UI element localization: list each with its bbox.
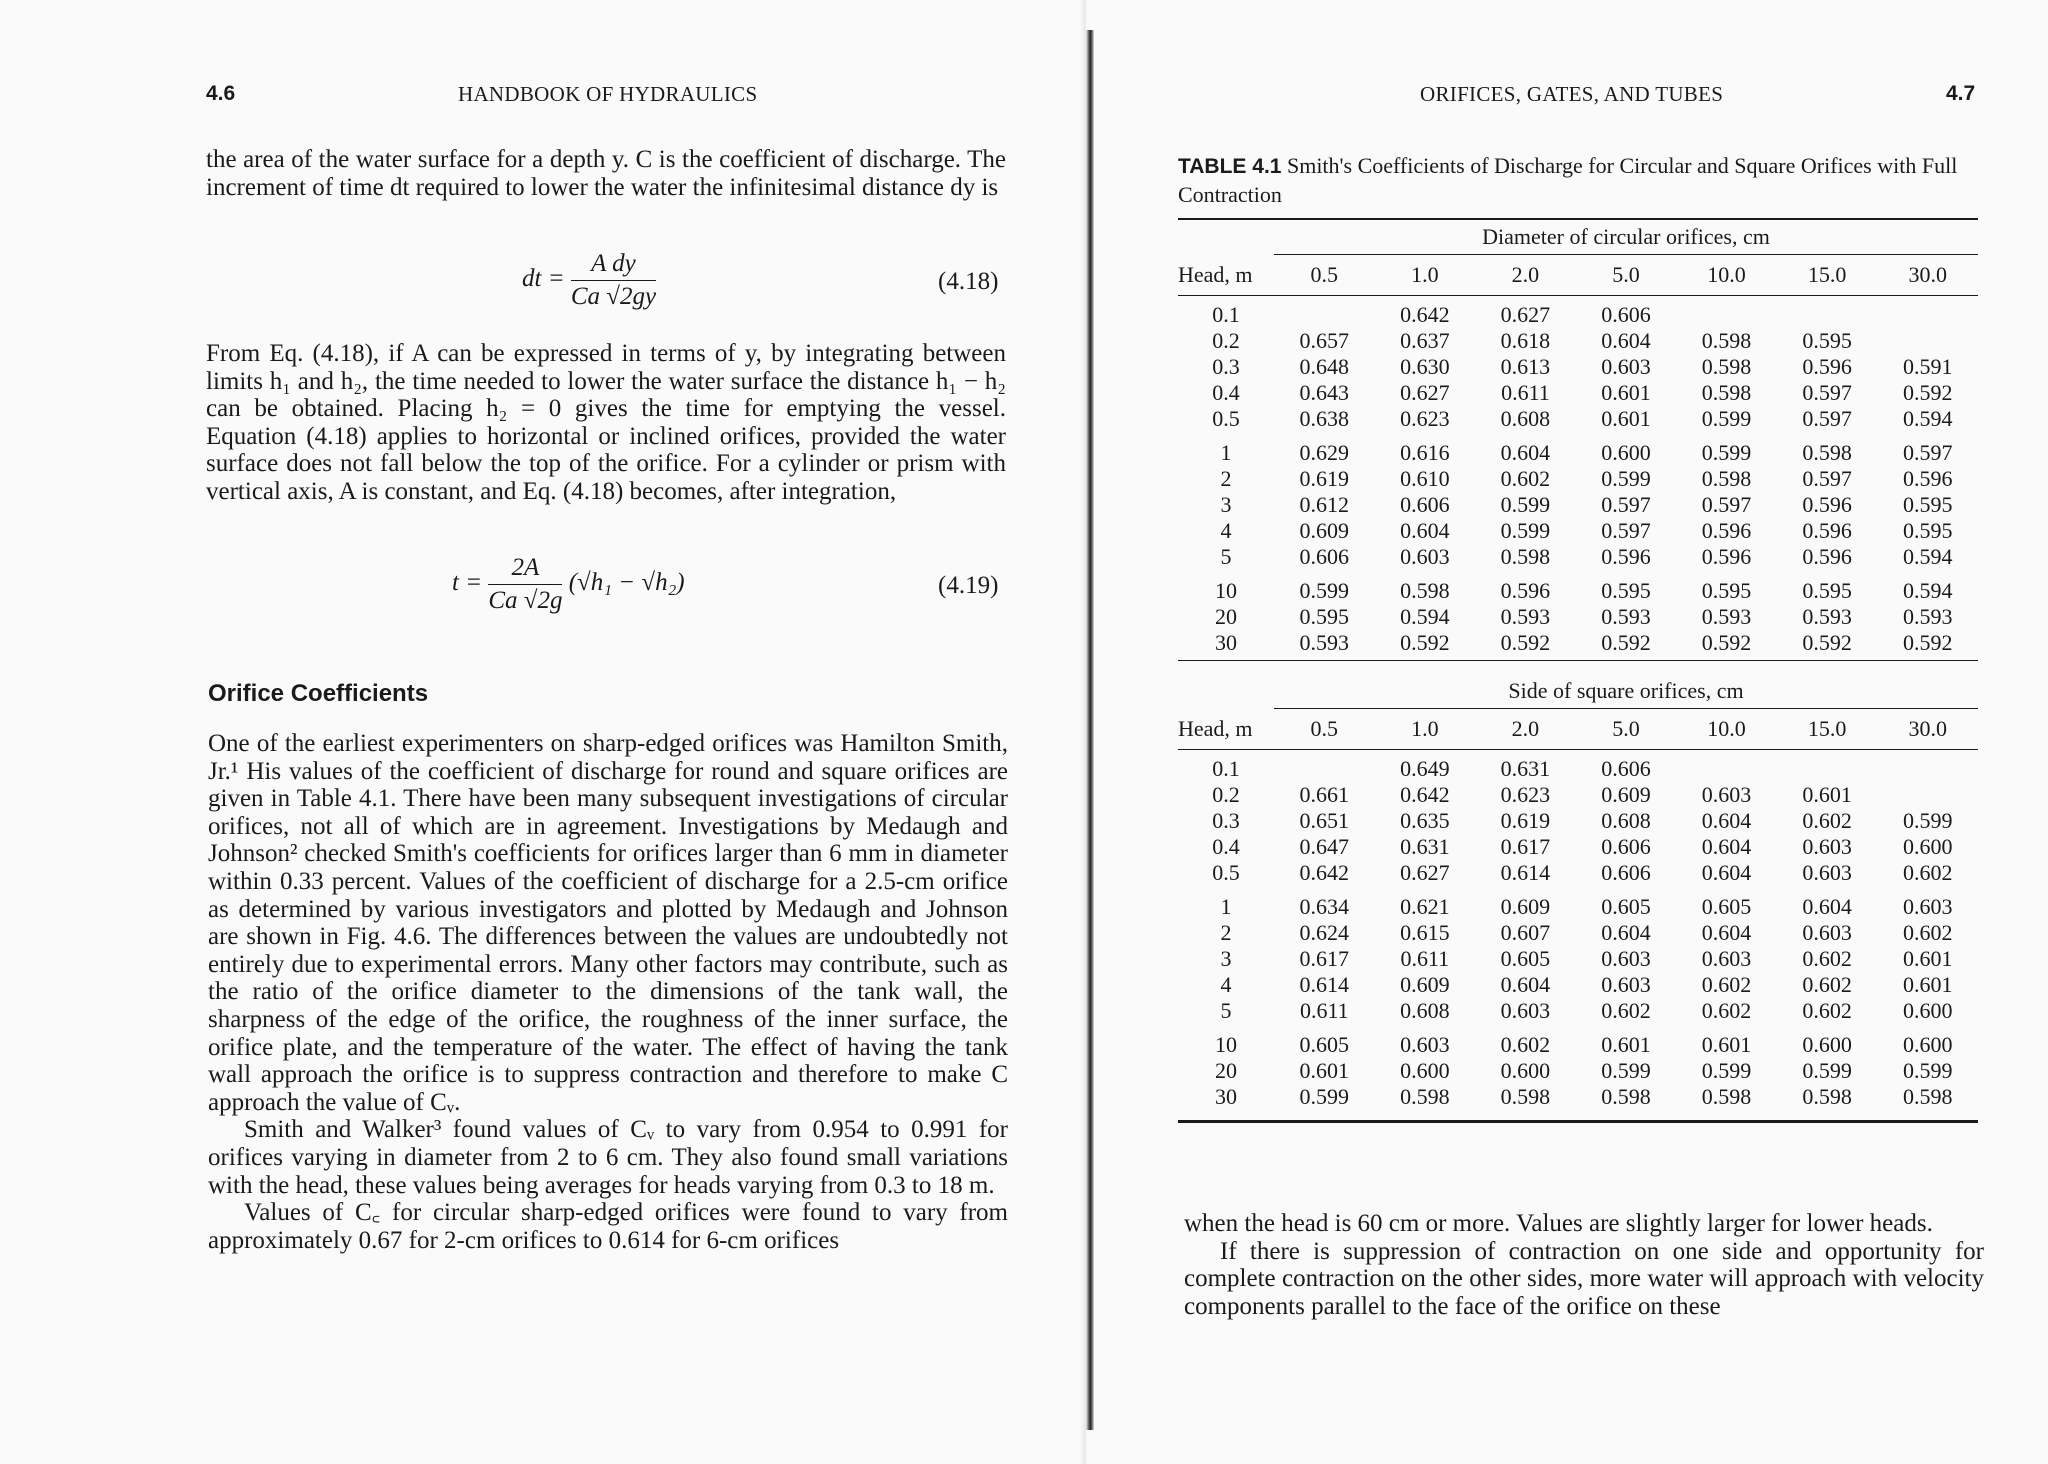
- coefficient-cell: 0.602: [1802, 946, 1852, 971]
- coefficient-cell: 0.623: [1400, 406, 1450, 431]
- coefficient-cell: 0.604: [1500, 440, 1551, 465]
- coefficient-cell: 0.601: [1902, 946, 1953, 971]
- coefficient-cell: 0.604: [1601, 328, 1651, 353]
- paragraph-text: the area of the water surface for a depth y. C is the coefficient of discharge. The increment of time dt required to lower the water the infinitesimal distance dy is: [206, 146, 1006, 201]
- coefficient-cell: 0.608: [1400, 998, 1450, 1023]
- coefficient-cell: 0.604: [1500, 972, 1551, 997]
- column-header: 1.0: [1375, 709, 1476, 750]
- column-header: 5.0: [1576, 709, 1677, 750]
- table-row: [1178, 630, 1978, 661]
- coefficient-cell: 0.595: [1802, 578, 1852, 603]
- coefficient-cell: 0.598: [1877, 1084, 1978, 1122]
- coefficient-cell: 0.596: [1802, 518, 1852, 543]
- head-value: 3: [1220, 946, 1232, 971]
- table-caption: [1178, 152, 1978, 209]
- table-row: [1178, 570, 1978, 604]
- head-value: 0.3: [1212, 354, 1240, 379]
- coefficient-cell: 0.593: [1701, 604, 1752, 629]
- coefficient-cell: 0.613: [1500, 354, 1551, 379]
- coefficient-cell: 0.630: [1400, 354, 1450, 379]
- coefficient-cell: 0.602: [1902, 860, 1953, 885]
- coefficient-cell: 0.592: [1777, 630, 1878, 661]
- coefficient-cell: 0.605: [1601, 894, 1651, 919]
- head-value: 0.2: [1212, 782, 1240, 807]
- coefficient-cell: [1877, 296, 1978, 329]
- table-row: [1178, 834, 1978, 860]
- coefficient-cell: 0.596: [1601, 544, 1651, 569]
- paragraph-text: From Eq. (4.18), if A can be expressed in terms of y, by integrating between limits h₁ and h₂, the time needed to lower the water surface the distance h₁ − h₂ can be obtained. Placing h₂ = 0 gives the time for emptying the vessel. Equation (4.18) applies to horizontal or inclined orifices, provided the water surface does not fall below the top of the orifice. For a cylinder or prism with vertical axis, A is constant, and Eq. (4.18) becomes, after integration,: [206, 340, 1006, 505]
- coefficient-cell: 0.592: [1576, 630, 1677, 661]
- coefficient-cell: 0.629: [1299, 440, 1350, 465]
- column-header: 2.0: [1475, 255, 1576, 296]
- equation-number: (4.19): [938, 572, 999, 599]
- coefficient-cell: 0.623: [1500, 782, 1551, 807]
- head-column-header: Head, m: [1178, 255, 1274, 296]
- coefficient-cell: 0.627: [1500, 302, 1551, 327]
- column-header: 15.0: [1777, 709, 1878, 750]
- coefficient-cell: 0.596: [1802, 544, 1852, 569]
- coefficient-cell: 0.598: [1475, 1084, 1576, 1122]
- column-header: 10.0: [1676, 709, 1777, 750]
- coefficient-cell: [1676, 750, 1777, 783]
- coefficient-cell: 0.603: [1802, 920, 1852, 945]
- coefficient-cell: 0.661: [1299, 782, 1350, 807]
- coefficient-cell: 0.643: [1299, 380, 1350, 405]
- coefficient-cell: 0.598: [1701, 354, 1752, 379]
- equation-numerator: A dy: [571, 250, 656, 281]
- head-value: 5: [1220, 544, 1232, 569]
- table-row: [1178, 466, 1978, 492]
- coefficient-cell: [1877, 750, 1978, 783]
- equation-tail: (√h₁ − √h₂): [568, 569, 685, 597]
- coefficient-cell: 0.603: [1701, 946, 1752, 971]
- paragraph-text: If there is suppression of contraction on one side and opportunity for complete contraction on the other sides, more water will approach with velocity components parallel to the face of the orifice on these: [1184, 1237, 1984, 1320]
- paragraph: [206, 340, 1006, 506]
- coefficient-cell: 0.598: [1676, 1084, 1777, 1122]
- coefficient-cell: 0.593: [1802, 604, 1852, 629]
- coefficient-cell: 0.634: [1299, 894, 1350, 919]
- coefficient-cell: 0.593: [1500, 604, 1551, 629]
- coefficient-cell: 0.604: [1400, 518, 1450, 543]
- coefficient-cell: 0.596: [1500, 578, 1551, 603]
- coefficient-cell: 0.602: [1601, 998, 1651, 1023]
- table-row: [1178, 432, 1978, 466]
- coefficient-cell: 0.592: [1676, 630, 1777, 661]
- coefficient-cell: 0.597: [1802, 406, 1852, 431]
- coefficient-cell: 0.603: [1902, 894, 1953, 919]
- coefficient-cell: 0.596: [1902, 466, 1953, 491]
- coefficient-cell: 0.609: [1400, 972, 1450, 997]
- table-row: [1178, 782, 1978, 808]
- column-header: 2.0: [1475, 709, 1576, 750]
- coefficient-cell: 0.617: [1500, 834, 1551, 859]
- coefficient-cell: 0.599: [1274, 1084, 1375, 1122]
- coefficient-cell: 0.598: [1375, 1084, 1476, 1122]
- table-row: [1178, 492, 1978, 518]
- coefficient-cell: 0.657: [1299, 328, 1350, 353]
- coefficient-cell: 0.603: [1802, 834, 1852, 859]
- table-row: [1178, 860, 1978, 886]
- paragraph-text: Values of C꜀ for circular sharp-edged orifices were found to vary from approximately 0.67 for 2-cm orifices to 0.614 for 6-cm orifices: [208, 1199, 1008, 1254]
- coefficient-cell: 0.607: [1500, 920, 1551, 945]
- coefficient-cell: 0.594: [1902, 578, 1953, 603]
- head-value: 10: [1215, 578, 1237, 603]
- coefficient-cell: 0.604: [1601, 920, 1651, 945]
- coefficient-cell: 0.600: [1601, 440, 1651, 465]
- equation-4-18: [522, 250, 656, 311]
- coefficient-cell: 0.612: [1299, 492, 1350, 517]
- coefficient-cell: 0.608: [1601, 808, 1651, 833]
- coefficient-cell: 0.602: [1902, 920, 1953, 945]
- coefficient-cell: 0.599: [1701, 1058, 1752, 1083]
- column-header: 30.0: [1877, 255, 1978, 296]
- coefficient-cell: [1877, 328, 1978, 354]
- coefficient-cell: 0.649: [1400, 756, 1450, 781]
- head-value: 4: [1220, 518, 1232, 543]
- coefficient-cell: 0.593: [1274, 630, 1375, 661]
- coefficient-cell: 0.601: [1601, 1032, 1651, 1057]
- coefficient-cell: 0.609: [1299, 518, 1350, 543]
- table-row: [1178, 920, 1978, 946]
- equation-denominator: Ca √2gy: [570, 283, 657, 310]
- coefficient-cell: 0.606: [1601, 860, 1651, 885]
- coefficient-cell: 0.651: [1299, 808, 1350, 833]
- coefficient-cell: 0.618: [1500, 328, 1551, 353]
- equation-4-19: [452, 554, 685, 615]
- coefficient-cell: 0.605: [1701, 894, 1752, 919]
- table-row: [1178, 328, 1978, 354]
- coefficient-cell: 0.604: [1701, 808, 1752, 833]
- table-row: [1178, 518, 1978, 544]
- table-row: [1178, 808, 1978, 834]
- head-value: 0.4: [1212, 380, 1240, 405]
- coefficient-cell: 0.597: [1701, 492, 1752, 517]
- coefficient-cell: 0.608: [1500, 406, 1551, 431]
- coefficient-cell: 0.596: [1802, 492, 1852, 517]
- head-value: 5: [1220, 998, 1232, 1023]
- paragraph-text: One of the earliest experimenters on sharp-edged orifices was Hamilton Smith, Jr.¹ His values of the coefficient of discharge for round and square orifices are given in Table 4.1. There have been many subsequent investigations of circular orifices, not all of which are in agreement. Investigations by Medaugh and Johnson² checked Smith's coefficients for orifices larger than 6 mm in diameter within 0.33 percent. Values of the coefficient of discharge for a 2.5-cm orifice as determined by various investigators and plotted by Medaugh and Johnson are shown in Fig. 4.6. The differences between the values are undoubtedly not entirely due to experimental errors. Many other factors may contribute, such as the ratio of the orifice diameter to the dimensions of the tank wall, the sharpness of the edge of the orifice, the roughness of the inner surface, the orifice plate, and the temperature of the water. The effect of having the tank wall approach the orifice is to suppress contraction and therefore to make C approach the value of Cᵥ.: [208, 730, 1008, 1116]
- coefficient-cell: 0.594: [1902, 544, 1953, 569]
- equation-number: (4.18): [938, 268, 999, 295]
- coefficient-cell: 0.595: [1601, 578, 1651, 603]
- coefficient-cell: 0.596: [1701, 518, 1752, 543]
- coefficient-cell: 0.596: [1802, 354, 1852, 379]
- coefficient-cell: 0.599: [1701, 406, 1752, 431]
- coefficient-cell: 0.635: [1400, 808, 1450, 833]
- running-head-right: ORIFICES, GATES, AND TUBES: [1420, 82, 1724, 106]
- column-header: 15.0: [1777, 255, 1878, 296]
- coefficient-cell: 0.601: [1902, 972, 1953, 997]
- coefficient-cell: 0.602: [1701, 972, 1752, 997]
- coefficient-cell: 0.606: [1601, 302, 1651, 327]
- table-row: [1178, 296, 1978, 329]
- head-value: 20: [1215, 604, 1237, 629]
- coefficient-cell: 0.602: [1802, 998, 1852, 1023]
- coefficient-cell: 0.614: [1299, 972, 1350, 997]
- coefficient-cell: 0.602: [1802, 808, 1852, 833]
- coefficient-cell: 0.602: [1802, 972, 1852, 997]
- equation-lhs: t =: [452, 569, 483, 597]
- coefficient-cell: 0.598: [1400, 578, 1450, 603]
- column-header: 0.5: [1274, 709, 1375, 750]
- paragraph: [208, 730, 1008, 1254]
- coefficient-cell: 0.603: [1400, 1032, 1450, 1057]
- coefficient-cell: 0.598: [1802, 440, 1852, 465]
- head-value: 0.3: [1212, 808, 1240, 833]
- coefficient-cell: 0.599: [1299, 578, 1350, 603]
- coefficient-cell: 0.599: [1500, 492, 1551, 517]
- table-row: [1178, 750, 1978, 783]
- coefficient-cell: 0.611: [1400, 946, 1450, 971]
- coefficient-cell: 0.606: [1601, 834, 1651, 859]
- table-row: [1178, 544, 1978, 570]
- coefficient-cell: 0.599: [1601, 1058, 1651, 1083]
- coefficient-cell: 0.601: [1299, 1058, 1350, 1083]
- head-value: 30: [1178, 630, 1274, 661]
- table-row: [1178, 354, 1978, 380]
- head-column-header: Head, m: [1178, 709, 1274, 750]
- coefficient-cell: 0.603: [1601, 354, 1651, 379]
- head-value: 0.5: [1212, 406, 1240, 431]
- group-header: Diameter of circular orifices, cm: [1274, 219, 1978, 255]
- coefficient-cell: 0.619: [1500, 808, 1551, 833]
- column-header: 30.0: [1877, 709, 1978, 750]
- coefficient-cell: 0.595: [1802, 328, 1852, 353]
- coefficient-cell: [1274, 296, 1375, 329]
- coefficient-cell: 0.597: [1902, 440, 1953, 465]
- coefficient-cell: 0.601: [1601, 406, 1651, 431]
- coefficient-cell: 0.603: [1601, 946, 1651, 971]
- coefficient-cell: 0.631: [1500, 756, 1551, 781]
- coefficient-cell: 0.601: [1802, 782, 1852, 807]
- head-value: 0.1: [1212, 302, 1240, 327]
- head-value: 1: [1220, 440, 1232, 465]
- head-value: 1: [1220, 894, 1232, 919]
- coefficient-cell: 0.597: [1802, 466, 1852, 491]
- coefficient-cell: 0.605: [1299, 1032, 1350, 1057]
- coefficient-cell: 0.601: [1601, 380, 1651, 405]
- paragraph-text: Smith and Walker³ found values of Cᵥ to vary from 0.954 to 0.991 for orifices varying in diameter from 2 to 6 cm. They also found small variations with the head, these values being averages for heads varying from 0.3 to 18 m.: [208, 1116, 1008, 1199]
- running-head: HANDBOOK OF HYDRAULICS: [458, 82, 758, 106]
- coefficient-cell: 0.637: [1400, 328, 1450, 353]
- coefficient-cell: 0.606: [1601, 756, 1651, 781]
- page-number: 4.6: [206, 82, 236, 105]
- coefficient-cell: 0.598: [1701, 466, 1752, 491]
- coefficient-cell: 0.606: [1400, 492, 1450, 517]
- head-value: 10: [1215, 1032, 1237, 1057]
- coefficient-cell: 0.595: [1902, 492, 1953, 517]
- coefficient-cell: 0.624: [1299, 920, 1350, 945]
- coefficient-cell: 0.603: [1802, 860, 1852, 885]
- head-value: 3: [1220, 492, 1232, 517]
- coefficient-cell: 0.648: [1299, 354, 1350, 379]
- coefficient-cell: 0.592: [1375, 630, 1476, 661]
- coefficient-cell: 0.642: [1400, 302, 1450, 327]
- coefficient-cell: 0.631: [1400, 834, 1450, 859]
- coefficient-cell: 0.614: [1500, 860, 1551, 885]
- equation-lhs: dt =: [522, 265, 565, 293]
- coefficient-cell: 0.627: [1400, 860, 1450, 885]
- coefficient-cell: 0.598: [1576, 1084, 1677, 1122]
- coefficient-cell: 0.615: [1400, 920, 1450, 945]
- coefficient-cell: 0.599: [1802, 1058, 1852, 1083]
- table-row: [1178, 972, 1978, 998]
- coefficient-cell: 0.600: [1902, 834, 1953, 859]
- coefficient-cell: 0.595: [1902, 518, 1953, 543]
- table-row: [1178, 604, 1978, 630]
- coefficient-cell: 0.595: [1299, 604, 1350, 629]
- coefficient-cell: 0.595: [1701, 578, 1752, 603]
- coefficient-cell: [1777, 750, 1878, 783]
- head-value: 4: [1220, 972, 1232, 997]
- table-row: [1178, 1058, 1978, 1084]
- coefficient-cell: 0.594: [1400, 604, 1450, 629]
- coefficient-cell: 0.597: [1802, 380, 1852, 405]
- coefficient-cell: 0.647: [1299, 834, 1350, 859]
- coefficient-cell: 0.603: [1601, 972, 1651, 997]
- coefficient-cell: [1777, 296, 1878, 329]
- coefficient-cell: 0.598: [1701, 328, 1752, 353]
- coefficient-cell: 0.610: [1400, 466, 1450, 491]
- coefficient-cell: 0.599: [1500, 518, 1551, 543]
- head-value: 20: [1215, 1058, 1237, 1083]
- coefficient-cell: 0.616: [1400, 440, 1450, 465]
- coefficient-cell: 0.602: [1500, 466, 1551, 491]
- table-label: TABLE 4.1: [1178, 155, 1282, 178]
- coefficient-cell: 0.609: [1601, 782, 1651, 807]
- head-value: 0.1: [1212, 756, 1240, 781]
- coefficient-cell: 0.592: [1877, 630, 1978, 661]
- coefficient-cell: 0.611: [1299, 998, 1349, 1023]
- coefficient-cell: 0.638: [1299, 406, 1350, 431]
- coefficient-cell: [1274, 750, 1375, 783]
- coefficient-cell: 0.600: [1500, 1058, 1551, 1083]
- head-value: 0.5: [1212, 860, 1240, 885]
- coefficient-cell: 0.602: [1701, 998, 1752, 1023]
- head-value: 2: [1220, 466, 1232, 491]
- table-row: [1178, 1024, 1978, 1058]
- table-row: [1178, 886, 1978, 920]
- head-value: 0.2: [1212, 328, 1240, 353]
- section-title: Orifice Coefficients: [208, 680, 429, 707]
- coefficient-cell: 0.627: [1400, 380, 1450, 405]
- coefficient-cell: 0.600: [1802, 1032, 1852, 1057]
- equation-numerator: 2A: [488, 554, 562, 585]
- coefficient-cell: 0.600: [1902, 998, 1953, 1023]
- coefficient-cell: 0.597: [1601, 518, 1651, 543]
- coefficient-cell: 0.603: [1400, 544, 1450, 569]
- column-header: 5.0: [1576, 255, 1677, 296]
- table-row: [1178, 406, 1978, 432]
- coefficient-cell: 0.611: [1501, 380, 1550, 405]
- coefficient-cell: 0.600: [1902, 1032, 1953, 1057]
- paragraph: [206, 146, 1006, 201]
- coefficient-cell: 0.597: [1601, 492, 1651, 517]
- coefficient-cell: 0.593: [1601, 604, 1651, 629]
- table-title: Smith's Coefficients of Discharge for Circular and Square Orifices with Full Contraction: [1178, 153, 1958, 207]
- table-row: [1178, 1084, 1978, 1122]
- coefficient-cell: 0.619: [1299, 466, 1350, 491]
- coefficient-cell: 0.599: [1902, 1058, 1953, 1083]
- coefficient-cell: 0.621: [1400, 894, 1450, 919]
- paragraph-text: when the head is 60 cm or more. Values are slightly larger for lower heads.: [1184, 1210, 1933, 1237]
- page-number-right: 4.7: [1946, 82, 1976, 105]
- square-orifice-table: [1178, 674, 1978, 1123]
- coefficient-cell: 0.617: [1299, 946, 1350, 971]
- coefficient-cell: 0.599: [1601, 466, 1651, 491]
- circular-orifice-table: [1178, 218, 1978, 661]
- coefficient-cell: 0.642: [1400, 782, 1450, 807]
- table-row: [1178, 946, 1978, 972]
- coefficient-cell: 0.603: [1701, 782, 1752, 807]
- coefficient-cell: 0.603: [1500, 998, 1551, 1023]
- equation-denominator: Ca √2g: [488, 587, 563, 614]
- column-header: 1.0: [1375, 255, 1476, 296]
- coefficient-cell: 0.592: [1902, 380, 1953, 405]
- coefficient-cell: 0.601: [1701, 1032, 1752, 1057]
- coefficient-cell: 0.604: [1701, 920, 1752, 945]
- coefficient-cell: 0.598: [1701, 380, 1752, 405]
- coefficient-cell: 0.599: [1902, 808, 1953, 833]
- head-value: 0.4: [1212, 834, 1240, 859]
- coefficient-cell: 0.599: [1701, 440, 1752, 465]
- column-header: 10.0: [1676, 255, 1777, 296]
- group-header: Side of square orifices, cm: [1274, 674, 1978, 709]
- coefficient-cell: [1676, 296, 1777, 329]
- coefficient-cell: 0.642: [1299, 860, 1350, 885]
- column-header: 0.5: [1274, 255, 1375, 296]
- coefficient-cell: 0.604: [1701, 834, 1752, 859]
- coefficient-cell: 0.604: [1802, 894, 1852, 919]
- head-value: 30: [1178, 1084, 1274, 1122]
- coefficient-cell: 0.591: [1902, 354, 1953, 379]
- coefficient-cell: 0.598: [1500, 544, 1551, 569]
- coefficient-cell: 0.598: [1777, 1084, 1878, 1122]
- coefficient-cell: 0.596: [1701, 544, 1752, 569]
- coefficient-cell: 0.604: [1701, 860, 1752, 885]
- table-row: [1178, 998, 1978, 1024]
- coefficient-cell: 0.594: [1902, 406, 1953, 431]
- table-row: [1178, 380, 1978, 406]
- paragraph-right: [1184, 1210, 1984, 1320]
- coefficient-cell: 0.592: [1475, 630, 1576, 661]
- coefficient-cell: 0.593: [1902, 604, 1953, 629]
- coefficient-cell: 0.600: [1400, 1058, 1450, 1083]
- coefficient-cell: 0.609: [1500, 894, 1551, 919]
- coefficient-cell: [1877, 782, 1978, 808]
- coefficient-cell: 0.606: [1299, 544, 1350, 569]
- head-value: 2: [1220, 920, 1232, 945]
- coefficient-cell: 0.602: [1500, 1032, 1551, 1057]
- coefficient-cell: 0.605: [1500, 946, 1551, 971]
